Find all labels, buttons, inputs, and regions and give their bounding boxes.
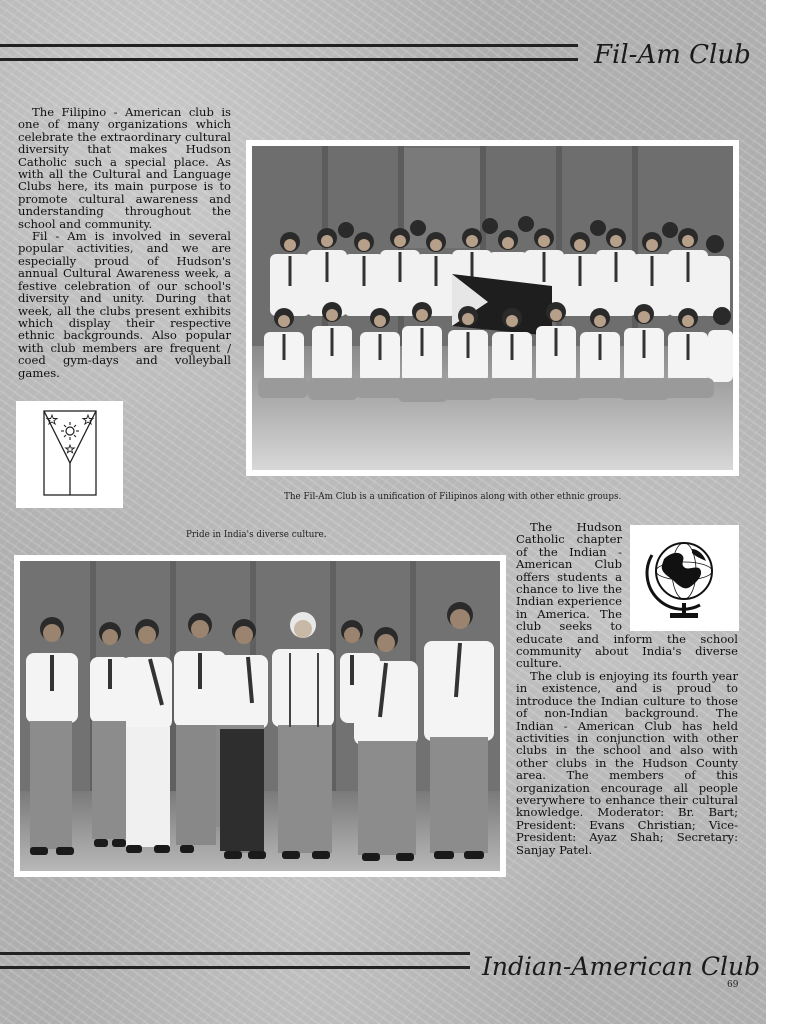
indian-american-heading: Indian-American Club <box>482 952 761 981</box>
indian-photo-image <box>20 561 500 871</box>
philippine-flag-icon <box>16 401 123 508</box>
bottom-rule-2 <box>0 966 470 969</box>
bottom-rule-1 <box>0 952 470 955</box>
fil-am-photo-caption: The Fil-Am Club is a unification of Filipinos along with other ethnic groups. <box>284 492 622 502</box>
indian-group-photo <box>14 555 506 877</box>
indian-paragraph-1: The Hudson Catholic chapter of the Indian - American Club offers students a chance to live the Indian experience in America. The club seeks to educate and inform the school community about India's diverse culture. <box>516 520 738 671</box>
fil-am-photo-image <box>252 146 733 470</box>
fil-am-text <box>18 106 231 379</box>
top-rule-1 <box>0 44 578 47</box>
fil-am-group-photo <box>246 140 739 476</box>
fil-am-emblem-box <box>16 401 123 508</box>
fil-am-heading: Fil-Am Club <box>594 40 751 70</box>
indian-photo-caption: Pride in India's diverse culture. <box>186 530 327 540</box>
page-number: 69 <box>727 980 739 990</box>
indian-paragraph-2: The club is enjoying its fourth year in existence, and is proud to introduce the Indian culture to those of non-Indian background. The Indian - American Club has held activities in conjunction with other clubs in the school and also with other clubs in the Hudson County area. The members of this organization encourage all people everywhere to enhance their cultural knowledge. Moderator: Br. Bart; President: Evans Christian; Vice-President: Ayaz Shah; Secretary: Sanjay Patel. <box>516 668 738 857</box>
indian-text <box>516 521 738 856</box>
fil-am-paragraph-2: Fil - Am is involved in several popular activities, and we are especially proud of Hudson's annual Cultural Awareness week, a festive celebration of our school's diversity and unity. During that week, all the clubs present exhibits which display their respective ethnic backgrounds. Also popular with club members are frequent / coed gym-days and volleyball games. <box>18 229 231 380</box>
top-rule-2 <box>0 58 578 61</box>
fil-am-paragraph-1: The Filipino - American club is one of many organizations which celebrate the extraordinary cultural diversity that makes Hudson Catholic such a special place. As with all the Cultural and Language Clubs here, its main purpose is to promote cultural awareness and understanding throughout the school and community. <box>18 105 231 231</box>
